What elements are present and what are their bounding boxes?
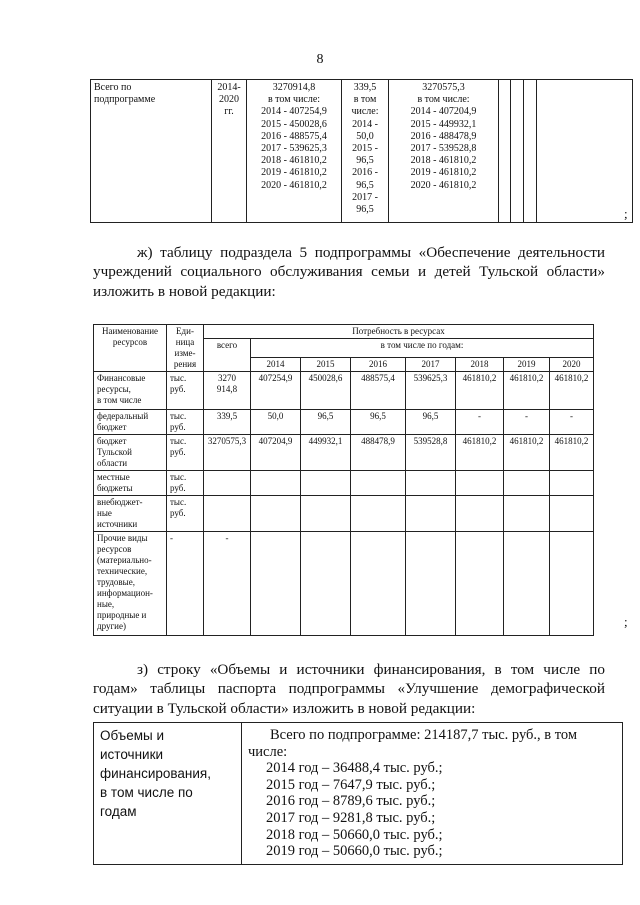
year-value: 461810,2 [504, 372, 550, 410]
unit-line: руб. [170, 384, 186, 394]
value-line: 2017 - 539528,8 [410, 143, 477, 155]
year-value: 449932,1 [301, 435, 351, 471]
year-value: 96,5 [301, 410, 351, 435]
value-line: 2019 - 461810,2 [410, 167, 477, 179]
unit-line: руб. [170, 447, 186, 457]
name-line: внебюджет- [97, 497, 143, 507]
value-line: 2020 - 461810,2 [261, 179, 327, 191]
paragraph-zh [93, 243, 605, 301]
empty-cell [499, 80, 511, 223]
value-line: в том числе: [267, 94, 321, 106]
resource-name [94, 372, 167, 410]
value-line: 2015 - 450028,6 [261, 118, 327, 130]
unit-cell [167, 496, 204, 532]
label-line: Объемы и [100, 728, 165, 743]
header-line: Наименование [101, 326, 159, 336]
label-line: источники [100, 747, 164, 762]
value-line: 50,0 [356, 130, 374, 142]
page-number: 8 [316, 52, 324, 67]
value-line: 2018 - 461810,2 [261, 155, 327, 167]
label-line: финансирования, [100, 766, 211, 781]
year-value [456, 471, 504, 496]
year-value [406, 496, 456, 532]
text-line: изложить в новой редакции: [93, 282, 276, 300]
name-line: природные и [97, 610, 147, 620]
unit-line: тыс. [170, 373, 187, 383]
year-value: 461810,2 [456, 372, 504, 410]
name-line: Тульской [97, 447, 132, 457]
paragraph-z [93, 660, 605, 718]
year-value: 539625,3 [406, 372, 456, 410]
year-header: 2018 [456, 358, 504, 372]
label-line: Всего по [94, 82, 132, 93]
year-value: 461810,2 [550, 372, 594, 410]
unit-cell [167, 471, 204, 496]
text-line: годам» таблицы паспорта подпрограммы «Улучшение демографической [93, 680, 605, 698]
header-line: изме- [174, 348, 196, 358]
name-line: области [97, 458, 128, 468]
year-value [406, 471, 456, 496]
header-line: Еди- [176, 326, 194, 336]
text-line: з) строку «Объемы и источники финансирования, в том числе по [137, 661, 605, 678]
year-line: 2019 год – 50660,0 тыс. руб.; [266, 843, 443, 860]
value-line: 96,5 [356, 179, 374, 191]
value-line: 2017 - [352, 191, 378, 203]
year-value: 539528,8 [406, 435, 456, 471]
year-line: 2016 год – 8789,6 тыс. руб.; [266, 793, 436, 810]
unit-line: тыс. [170, 411, 187, 421]
unit-line: руб. [170, 422, 186, 432]
name-line: Прочие виды [97, 533, 148, 543]
year-value [406, 532, 456, 636]
year-value [301, 496, 351, 532]
resource-name [94, 410, 167, 435]
year-value: 488478,9 [351, 435, 406, 471]
year-line: 2018 год – 50660,0 тыс. руб.; [266, 826, 443, 843]
year-line: 2017 год – 9281,8 тыс. руб.; [266, 809, 436, 826]
year-header: 2017 [406, 358, 456, 372]
row-label [91, 80, 212, 223]
name-line: технические, [97, 566, 148, 576]
resource-name [94, 496, 167, 532]
year-value [456, 496, 504, 532]
name-line: бюджеты [97, 483, 133, 493]
header-total: всего [204, 339, 251, 372]
header-line: рения [173, 359, 197, 369]
table-row [94, 372, 594, 410]
unit-line: тыс. [170, 497, 187, 507]
period-line: 2020 [219, 94, 239, 106]
unit-line: тыс. [170, 472, 187, 482]
empty-cell [537, 80, 633, 223]
year-value [550, 496, 594, 532]
value-line: 2015 - [352, 143, 378, 155]
total-cell [204, 496, 251, 532]
table-row [94, 410, 594, 435]
text-line: учреждений социального обслуживания семьи и детей Тульской области» [93, 263, 605, 281]
year-value [251, 471, 301, 496]
name-line: в том числе [97, 395, 142, 405]
name-line: бюджет [97, 422, 127, 432]
table-row [94, 471, 594, 496]
value-line: 96,5 [356, 155, 374, 167]
value-line: числе: [351, 106, 379, 118]
semicolon: ; [624, 206, 628, 221]
year-value: 407204,9 [251, 435, 301, 471]
total-cell [247, 80, 342, 223]
period-line: гг. [224, 106, 234, 118]
name-line: ные [97, 508, 112, 518]
year-header: 2020 [550, 358, 594, 372]
unit-line: - [170, 533, 173, 543]
year-value: - [504, 410, 550, 435]
year-line: 2014 год – 36488,4 тыс. руб.; [266, 760, 443, 777]
value-line: 2019 - 461810,2 [261, 167, 327, 179]
name-line: местные [97, 472, 130, 482]
header-line: ресурсов [112, 337, 148, 347]
table-row [94, 532, 594, 636]
year-value [550, 532, 594, 636]
name-line: Финансовые [97, 373, 146, 383]
name-line: ные, [97, 599, 115, 609]
year-value [456, 532, 504, 636]
unit-cell [167, 532, 204, 636]
header-unit [167, 325, 204, 372]
unit-line: руб. [170, 483, 186, 493]
name-line: информацион- [97, 588, 153, 598]
unit-line: руб. [170, 508, 186, 518]
value-line: 339,5 [353, 82, 377, 93]
name-line: (материально- [97, 555, 152, 565]
year-value [351, 496, 406, 532]
year-value: - [550, 410, 594, 435]
header-by-year: в том числе по годам: [251, 339, 594, 358]
table-row [94, 435, 594, 471]
total-line: Всего по подпрограмме: 214187,7 тыс. руб., в том [270, 727, 578, 743]
year-value [251, 496, 301, 532]
semicolon: ; [624, 614, 628, 629]
year-value: 96,5 [406, 410, 456, 435]
name-line: ресурсов [97, 544, 132, 554]
passport-values [242, 723, 623, 865]
total-cell: 339,5 [204, 410, 251, 435]
year-value: 450028,6 [301, 372, 351, 410]
value-line: 96,5 [356, 204, 374, 216]
year-value [351, 471, 406, 496]
value-line: в том числе: [417, 94, 470, 106]
year-header: 2016 [351, 358, 406, 372]
value-line: 2016 - [352, 167, 378, 179]
year-value [550, 471, 594, 496]
year-value [301, 532, 351, 636]
year-header: 2015 [301, 358, 351, 372]
total-cell: 3270575,3 [204, 435, 251, 471]
header-name [94, 325, 167, 372]
year-value: 96,5 [351, 410, 406, 435]
resource-table [93, 324, 594, 636]
year-value [504, 471, 550, 496]
unit-cell [167, 372, 204, 410]
name-line: бюджет [97, 436, 127, 446]
year-value [301, 471, 351, 496]
year-header: 2019 [504, 358, 550, 372]
regional-cell [389, 80, 499, 223]
subprogram-total-table [90, 79, 633, 223]
value-line: 3270914,8 [272, 82, 316, 93]
value-line: 2017 - 539625,3 [261, 143, 327, 155]
value-line: 2018 - 461810,2 [410, 155, 477, 167]
header-need: Потребность в ресурсах [204, 325, 594, 339]
year-value: 407254,9 [251, 372, 301, 410]
value-line: 3270575,3 [422, 82, 465, 93]
empty-cell [524, 80, 537, 223]
total-cell: - [204, 532, 251, 636]
year-value [351, 532, 406, 636]
value-line: 2016 - 488575,4 [261, 130, 327, 142]
period-line: 2014- [217, 82, 241, 93]
value-line: 2014 - 407204,9 [410, 106, 477, 118]
year-value [504, 496, 550, 532]
year-value [504, 532, 550, 636]
name-line: трудовые, [97, 577, 135, 587]
resource-name [94, 435, 167, 471]
year-header: 2014 [251, 358, 301, 372]
year-value: 461810,2 [550, 435, 594, 471]
label-line: подпрограмме [94, 94, 156, 106]
total-cell [204, 471, 251, 496]
passport-table [93, 722, 623, 865]
name-line: ресурсы, [97, 384, 131, 394]
name-line: другие) [97, 621, 126, 631]
passport-label [94, 723, 242, 865]
year-line: 2015 год – 7647,9 тыс. руб.; [266, 776, 436, 793]
header-line: ница [175, 337, 195, 347]
value-line: 2015 - 449932,1 [410, 118, 477, 130]
unit-line: тыс. [170, 436, 187, 446]
text-line: ж) таблицу подраздела 5 подпрограммы «Обеспечение деятельности [137, 244, 605, 261]
name-line: федеральный [97, 411, 149, 421]
resource-name [94, 471, 167, 496]
label-line: годам [100, 804, 137, 819]
unit-cell [167, 410, 204, 435]
value-line: 2014 - [352, 118, 378, 130]
label-line: в том числе по [100, 785, 193, 800]
value-line: 2014 - 407254,9 [261, 106, 327, 118]
year-value: 488575,4 [351, 372, 406, 410]
year-value: 50,0 [251, 410, 301, 435]
text-line: ситуации в Тульской области» изложить в новой редакции: [93, 699, 476, 717]
resource-name [94, 532, 167, 636]
year-value: 461810,2 [456, 435, 504, 471]
value-line: 2016 - 488478,9 [410, 130, 477, 142]
name-line: источники [97, 519, 138, 529]
empty-cell [511, 80, 524, 223]
total-line: числе: [248, 743, 288, 760]
federal-cell [342, 80, 389, 223]
unit-cell [167, 435, 204, 471]
value-line: в том [353, 94, 377, 106]
year-value: - [456, 410, 504, 435]
value-line: 2020 - 461810,2 [410, 179, 477, 191]
total-cell: 3270 914,8 [204, 372, 251, 410]
year-value [251, 532, 301, 636]
year-value: 461810,2 [504, 435, 550, 471]
period-cell [212, 80, 247, 223]
table-row [94, 496, 594, 532]
